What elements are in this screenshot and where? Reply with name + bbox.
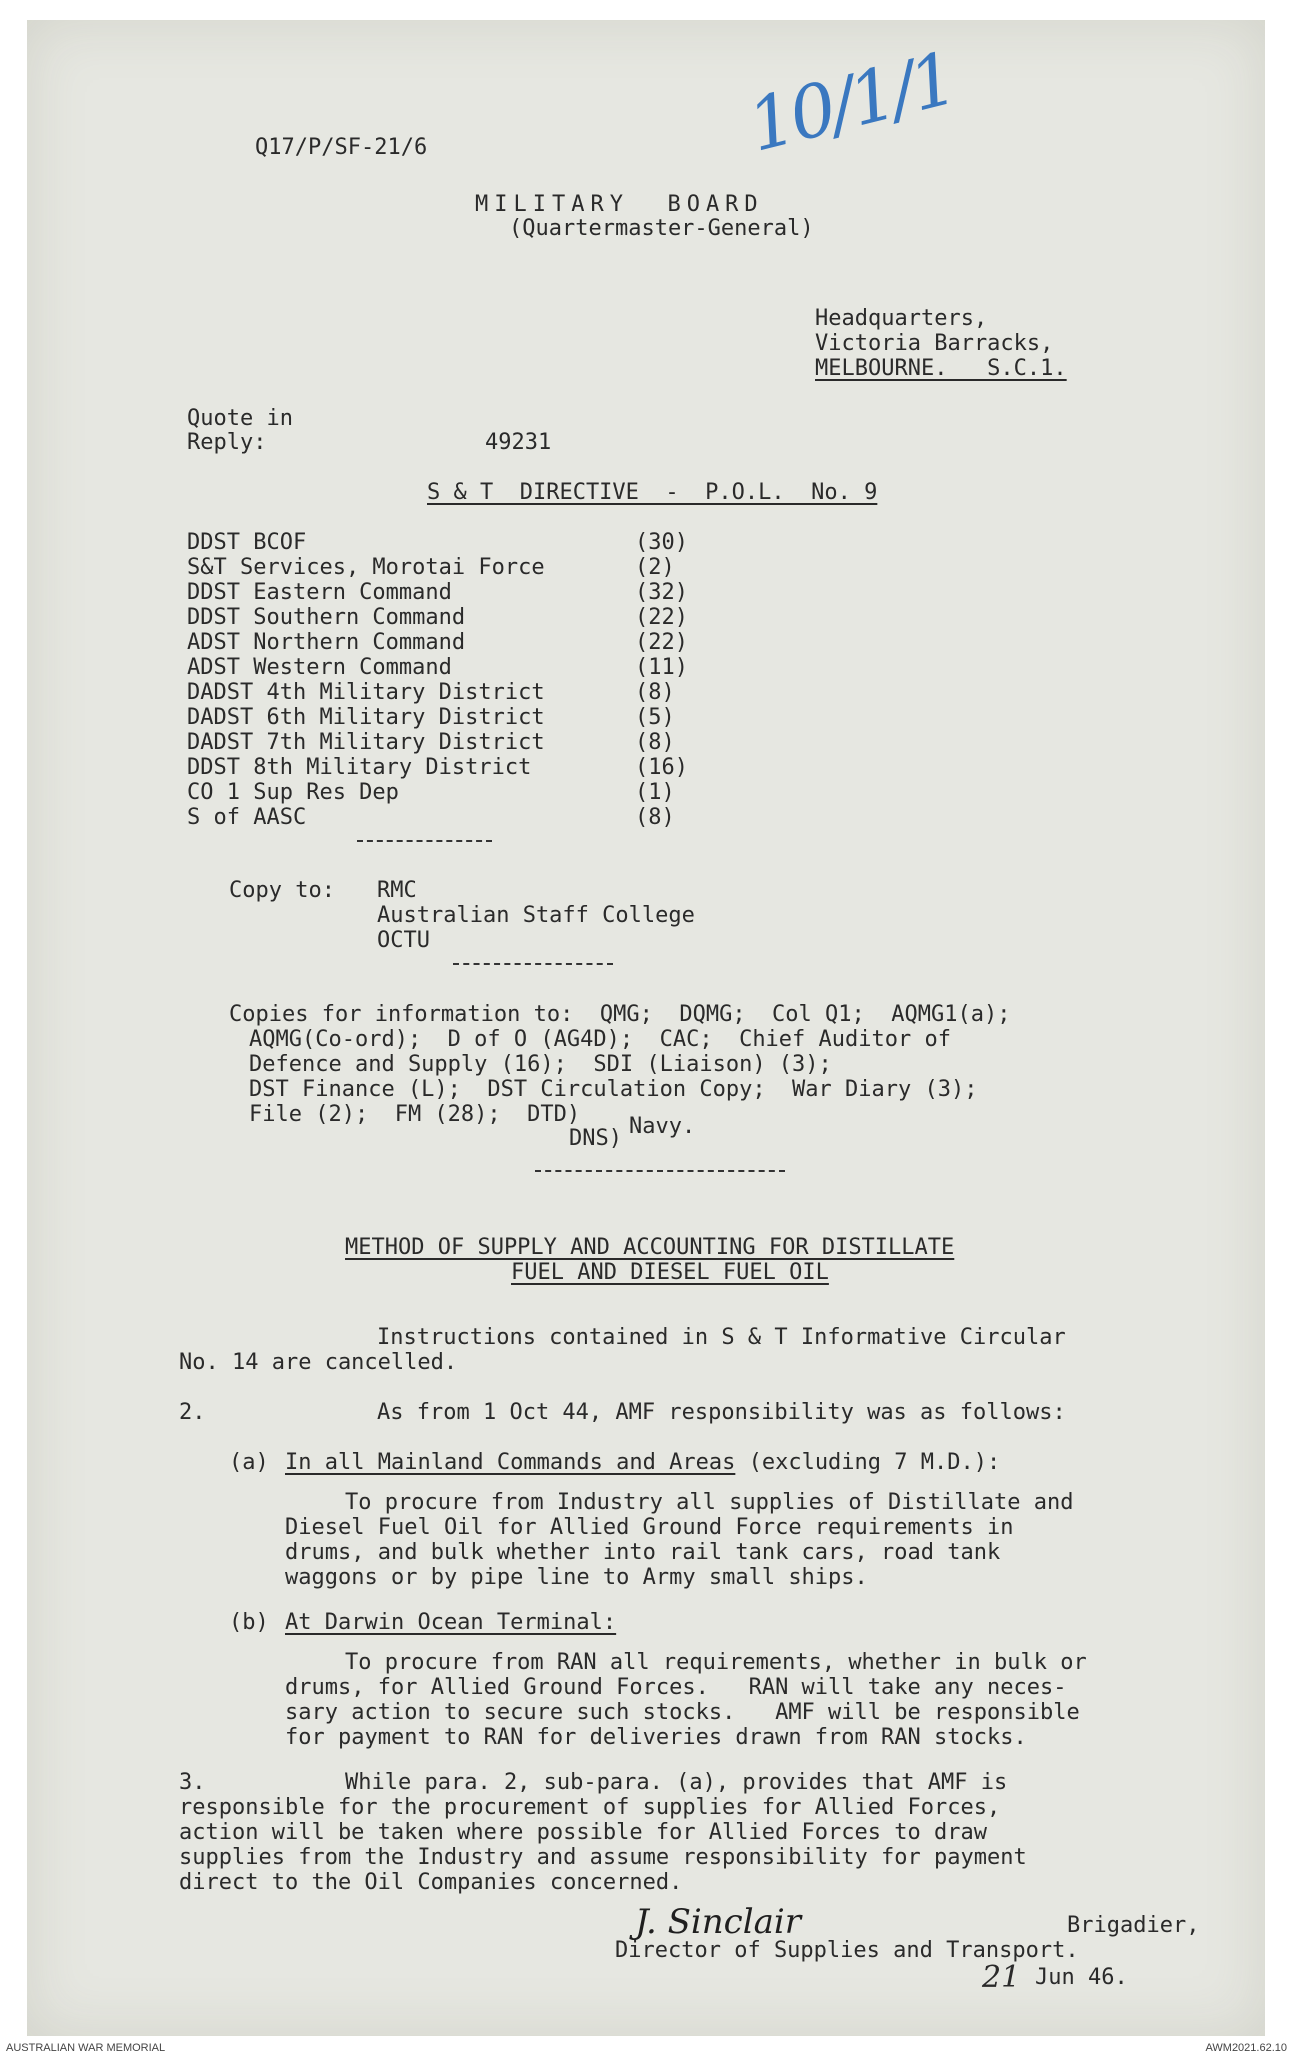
sub-b-heading: At Darwin Ocean Terminal: <box>285 1610 617 1635</box>
method-title-1: METHOD OF SUPPLY AND ACCOUNTING FOR DISTILLATE <box>345 1235 955 1260</box>
dist-count-3: (32) <box>635 580 688 605</box>
dist-count-11: (1) <box>635 780 675 805</box>
dist-name-6: ADST Western Command <box>187 655 452 680</box>
sub-a-heading-line <box>285 1450 1000 1475</box>
dist-name-12: S of AASC <box>187 805 307 830</box>
sub-a-line-1: To procure from Industry all supplies of Distillate and <box>345 1490 1074 1515</box>
copies-line-2: AQMG(Co-ord); D of O (AG4D); CAC; Chief Auditor of <box>249 1027 951 1052</box>
dist-count-12: (8) <box>635 805 675 830</box>
quote-number: 49231 <box>485 430 552 455</box>
para3-line-4: supplies from the Industry and assume responsibility for payment <box>179 1845 1027 1870</box>
file-reference: Q17/P/SF-21/6 <box>255 135 428 160</box>
address-line-3: MELBOURNE. S.C.1. <box>815 356 1067 381</box>
sub-b-label: (b) <box>229 1610 269 1635</box>
date-day: 21 <box>982 1960 1021 1995</box>
method-title-2: FUEL AND DIESEL FUEL OIL <box>511 1260 829 1285</box>
dist-name-4: DDST Southern Command <box>187 605 466 630</box>
para2-number: 2. <box>179 1400 206 1425</box>
para2-text: As from 1 Oct 44, AMF responsibility was as follows: <box>377 1400 1066 1425</box>
para3-number: 3. <box>179 1770 206 1795</box>
dist-name-8: DADST 6th Military District <box>187 705 545 730</box>
dist-name-10: DDST 8th Military District <box>187 755 532 780</box>
dist-count-6: (11) <box>635 655 688 680</box>
divider-1 <box>357 840 492 842</box>
sub-a-label: (a) <box>229 1450 269 1475</box>
board-title: MILITARY BOARD <box>475 192 764 217</box>
copies-line-3: Defence and Supply (16); SDI (Liaison) (3); <box>249 1052 832 1077</box>
sign-rank: Brigadier, <box>1067 1913 1200 1938</box>
para1-line-2: No. 14 are cancelled. <box>179 1350 458 1375</box>
directive-title: S & T DIRECTIVE - P.O.L. No. 9 <box>427 480 878 505</box>
sub-a-line-2: Diesel Fuel Oil for Allied Ground Force requirements in <box>285 1515 1014 1540</box>
dist-name-9: DADST 7th Military District <box>187 730 545 755</box>
sign-title: Director of Supplies and Transport. <box>615 1938 1079 1963</box>
para3-line-1: While para. 2, sub-para. (a), provides that AMF is <box>345 1770 1008 1795</box>
document-page <box>27 20 1265 2036</box>
copies-line-5: File (2); FM (28); DTD) <box>249 1102 581 1127</box>
para3-line-2: responsible for the procurement of supplies for Allied Forces, <box>179 1795 1001 1820</box>
sub-b-line-1: To procure from RAN all requirements, whether in bulk or <box>345 1650 1087 1675</box>
signature: J. Sinclair <box>635 1902 801 1942</box>
sub-b-line-2: drums, for Allied Ground Forces. RAN will take any neces- <box>285 1675 1067 1700</box>
dist-name-7: DADST 4th Military District <box>187 680 545 705</box>
para3-line-5: direct to the Oil Companies concerned. <box>179 1870 683 1895</box>
footer-accession: AWM2021.62.10 <box>1205 2042 1287 2054</box>
copies-dns: DNS) <box>569 1126 622 1151</box>
dist-count-2: (2) <box>635 555 675 580</box>
date-rest: Jun 46. <box>1035 1965 1128 1990</box>
copy-to-label: Copy to: <box>229 878 335 903</box>
copies-line-4: DST Finance (L); DST Circulation Copy; War Diary (3); <box>249 1077 978 1102</box>
handwritten-note: 10/1/1 <box>739 36 962 168</box>
address-line-1: Headquarters, <box>815 306 988 331</box>
board-subtitle: (Quartermaster-General) <box>509 216 814 241</box>
dist-count-1: (30) <box>635 530 688 555</box>
quote-label-1: Quote in <box>187 406 293 431</box>
divider-3 <box>535 1170 785 1172</box>
sub-b-line-4: for payment to RAN for deliveries drawn from RAN stocks. <box>285 1725 1027 1750</box>
footer-archive: AUSTRALIAN WAR MEMORIAL <box>6 2042 166 2054</box>
dist-count-5: (22) <box>635 630 688 655</box>
dist-name-1: DDST BCOF <box>187 530 307 555</box>
dist-count-9: (8) <box>635 730 675 755</box>
quote-label-2: Reply: <box>187 430 267 455</box>
dist-name-2: S&T Services, Morotai Force <box>187 555 545 580</box>
dist-count-4: (22) <box>635 605 688 630</box>
dist-name-5: ADST Northern Command <box>187 630 466 655</box>
dist-name-3: DDST Eastern Command <box>187 580 452 605</box>
dist-count-7: (8) <box>635 680 675 705</box>
copy-to-3: OCTU <box>377 928 430 953</box>
sub-b-line-3: sary action to secure such stocks. AMF will be responsible <box>285 1700 1080 1725</box>
copy-to-1: RMC <box>377 878 417 903</box>
dist-count-10: (16) <box>635 755 688 780</box>
para3-line-3: action will be taken where possible for Allied Forces to draw <box>179 1820 987 1845</box>
copies-navy: Navy. <box>629 1114 696 1139</box>
sub-a-heading: In all Mainland Commands and Areas <box>285 1450 736 1475</box>
address-line-2: Victoria Barracks, <box>815 331 1054 356</box>
dist-name-11: CO 1 Sup Res Dep <box>187 780 399 805</box>
copies-line-1: Copies for information to: QMG; DQMG; Col Q1; AQMG1(a); <box>229 1002 1011 1027</box>
sub-a-line-3: drums, and bulk whether into rail tank cars, road tank <box>285 1540 1001 1565</box>
sub-a-line-4: waggons or by pipe line to Army small ships. <box>285 1565 868 1590</box>
para1-line-1: Instructions contained in S & T Informative Circular <box>377 1325 1066 1350</box>
divider-2 <box>453 963 613 965</box>
dist-count-8: (5) <box>635 705 675 730</box>
sub-a-heading-rest: (excluding 7 M.D.): <box>735 1450 1001 1475</box>
copy-to-2: Australian Staff College <box>377 903 695 928</box>
